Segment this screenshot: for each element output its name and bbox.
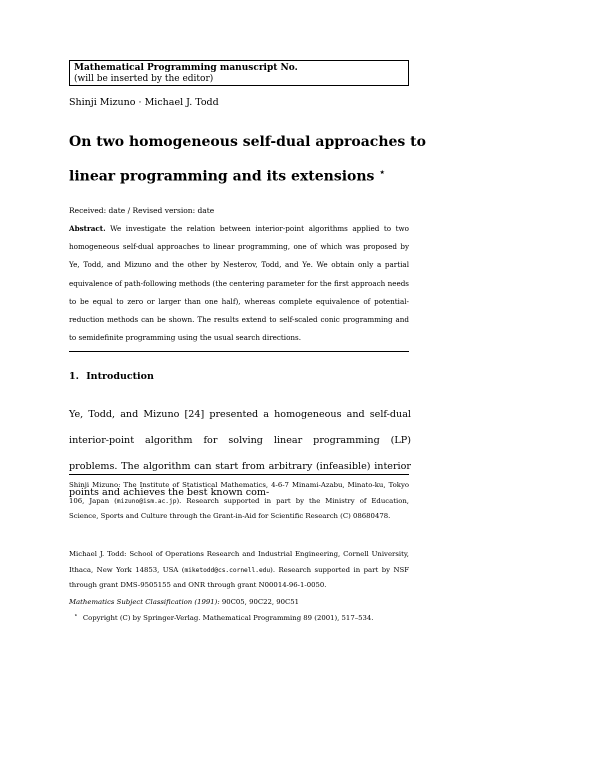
footnote-mizuno <box>69 478 409 525</box>
abstract <box>69 220 409 347</box>
copyright-text: Copyright (C) by Springer-Verlag. Mathematical Programming 89 (2001), 517–534. <box>82 614 374 623</box>
abstract-rule <box>69 351 409 352</box>
section-heading <box>69 371 154 382</box>
title-line-2 <box>69 168 385 185</box>
received-date: Received: date / Revised version: date <box>69 206 215 215</box>
msc-codes: 90C05, 90C22, 90C51 <box>221 598 300 606</box>
section-number: 1. <box>69 371 79 382</box>
manuscript-number: Mathematical Programming manuscript No. <box>74 63 298 73</box>
footnote-mizuno-pre: Shinji Mizuno: The Institute of Statistical Mathematics, 4-6-7 Minami-Azabu, Minato-ku, Tokyo 106, Japan ( <box>69 481 409 505</box>
abstract-text: We investigate the relation between interior-point algorithms applied to two homogeneous self-dual approaches to linear programming, one of which was proposed by Ye, Todd, and Mizuno and the other by Nesterov, Todd, and Ye. We obtain only a partial equivalence of path-following methods (the centering parameter for the first approach needs to be equal to zero or larger than one half), whereas complete equivalence of potential-reduction methods can be shown. The results extend to self-scaled conic programming and to semidefinite programming using the usual search directions. <box>69 224 409 343</box>
footnote-todd-pre: Michael J. Todd: School of Operations Research and Industrial Engineering, Cornell University, Ithaca, New York 14853, USA ( <box>69 550 409 574</box>
footnote-mizuno-post: ). Research supported in part by the Ministry of Education, Science, Sports and Culture through the Grant-in-Aid for Scientific Research (C) 08680478. <box>69 496 409 520</box>
email-todd: miketodd@cs.cornell.edu <box>184 566 271 574</box>
title-line-2-text: linear programming and its extensions <box>69 168 375 185</box>
footnote-todd-post: ). Research supported in part by NSF through grant DMS-9505155 and ONR through grant N00014-96-1-0050. <box>69 565 409 589</box>
section-title: Introduction <box>86 371 154 382</box>
footnote-todd <box>69 547 409 594</box>
title-star: ⋆ <box>379 168 385 178</box>
email-mizuno: mizuno@ism.ac.jp <box>116 497 177 505</box>
copyright-note <box>74 613 374 622</box>
abstract-label: Abstract. <box>69 224 106 233</box>
copyright-star: ⋆ <box>74 613 78 619</box>
footnote-rule <box>69 474 409 475</box>
msc-label: Mathematics Subject Classification (1991): <box>69 598 220 606</box>
subject-classification <box>69 598 299 606</box>
intro-paragraph: Ye, Todd, and Mizuno [24] presented a homogeneous and self-dual interior-point algorithm for solving linear programming (LP) problems. The algorithm can start from arbitrary (infeasible) interior points and achieves the best known com- <box>69 409 411 498</box>
editor-note: (will be inserted by the editor) <box>74 74 214 84</box>
manuscript-header-box <box>69 60 409 86</box>
title-line-1: On two homogeneous self-dual approaches to <box>69 134 426 150</box>
authors: Shinji Mizuno · Michael J. Todd <box>69 97 219 108</box>
